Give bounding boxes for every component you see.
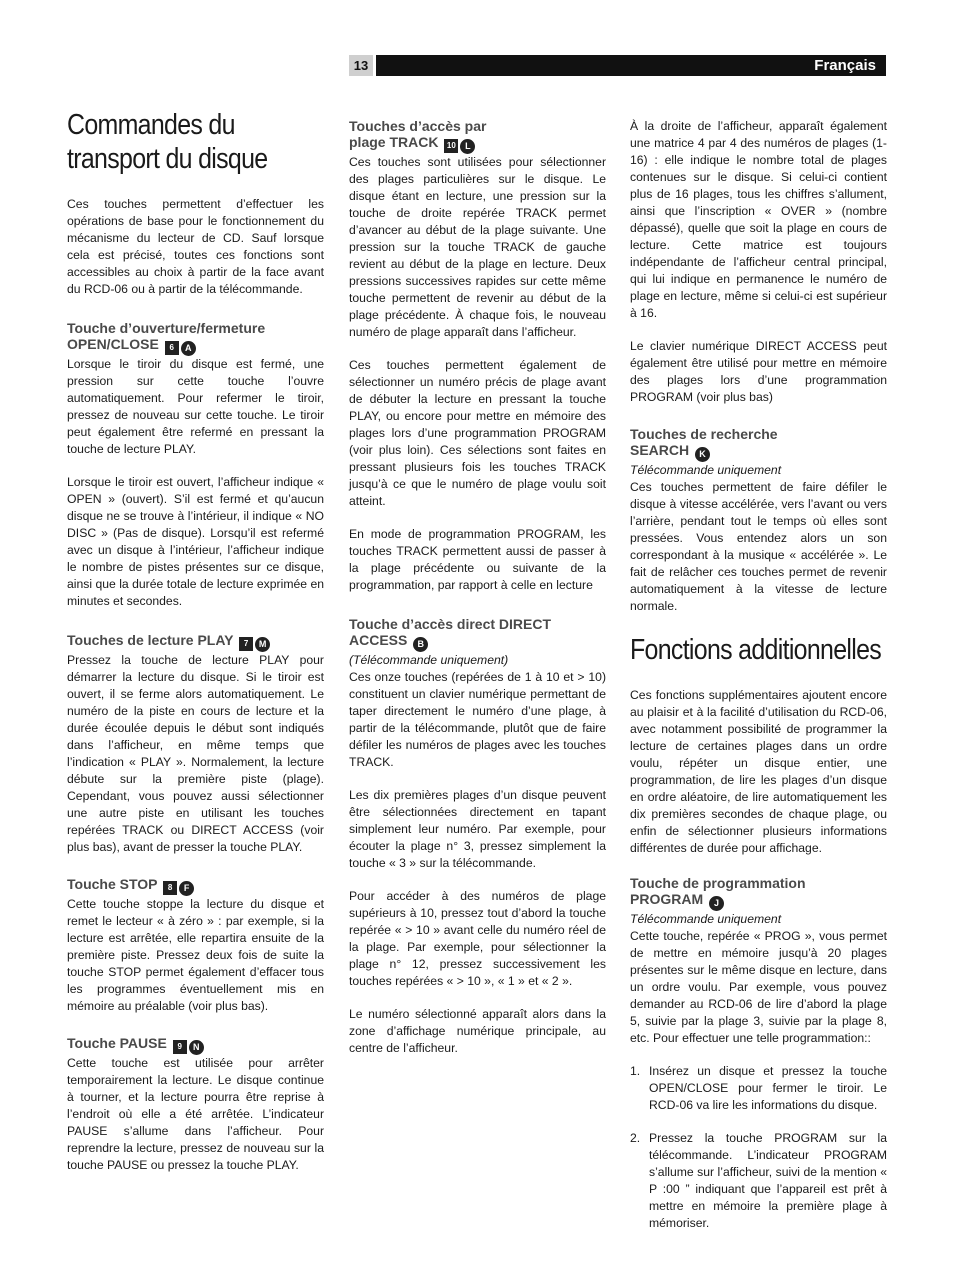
direct-access-paragraph-1: Ces onze touches (repérées de 1 à 10 et > 10) constituent un clavier numérique permettant de taper directement le numéro d’une plage, à partir de la télécommande, plutôt que de faire défiler les numéros de plages avec les touches TRACK. [349,670,606,769]
open-close-heading [67,320,324,356]
program-heading-line1: Touche de programmation [630,875,806,891]
pause-heading [67,1035,324,1055]
open-close-heading-line1: Touche d’ouverture/fermeture [67,320,266,336]
track-heading-line2: plage TRACK [349,134,439,150]
section-title-additional: Fonctions additionnelles [630,634,882,666]
language-header [376,55,886,76]
direct-access-memory-paragraph: Le clavier numérique DIRECT ACCESS peut également être utilisé pour mettre en mémoire des plages lors d’une programmation PROGRAM (voir plus bas) [630,339,887,404]
track-paragraph-1: Ces touches sont utilisées pour sélectionner des plages particulières sur le disque. Le disque étant en lecture, une pression sur la touche de droite repérée TRACK permet d’avancer au début de la plage suivante. Une pression sur la touche TRACK de gauche revient au début de la plage en lecture. Deux pressions successives rapides sur cette même touche permettent de revenir au début de la plage précédente. À chaque fois, le nouveau numéro de plage apparaît dans l’afficheur. [349,155,606,339]
track-paragraph-3: En mode de programmation PROGRAM, les touches TRACK permettent aussi de passer à la plage précédente ou suivante de la programmation, par rapport à celle en lecture [349,527,606,592]
play-heading [67,632,324,652]
remote-letter-badge: A [181,341,196,356]
open-close-paragraph-1: Lorsque le tiroir du disque est fermé, une pression sur cette touche l’ouvre automatiquement. Pour refermer le tiroir, pressez de nouveau sur cette touche. Le tiroir peut également être refermé en pressant la touche de lecture PLAY. [67,357,324,456]
button-number-badge: 9 [173,1040,187,1054]
track-heading [349,118,606,154]
track-heading-line1: Touches d’accès par [349,118,487,134]
program-heading-line2: PROGRAM [630,891,704,907]
play-paragraph: Pressez la touche de lecture PLAY pour démarrer la lecture du disque. Si le tiroir est ouvert, il se ferme alors automatiquement. Le numéro de la piste en cours de lecture et la durée écoulée depuis le début sont indiqués dans l’afficheur, en même temps que l’indication « PLAY ». Normalement, la lecture débute sur la première piste (plage). Cependant, vous pouvez aussi sélectionner une autre piste en utilisant les touches repérées TRACK ou DIRECT ACCESS (voir plus bas), avant de presser la touche PLAY. [67,653,324,854]
search-heading [630,426,887,462]
play-heading-text: Touches de lecture PLAY [67,632,234,648]
list-item [630,1063,887,1114]
direct-access-paragraph-4: Le numéro sélectionné apparaît alors dans la zone d’affichage numérique principale, au centre de l’afficheur. [349,1007,606,1055]
open-close-paragraph-2: Lorsque le tiroir est ouvert, l’afficheur indique « OPEN » (ouvert). S’il est fermé et qu’aucun disque ne se trouve à l’intérieur, il indique « NO DISC » (Pas de disque). Lorsqu’il est refermé avec un disque à l’intérieur, l’afficheur indique le nombre de pistes présentes sur ce disque, ainsi que la durée totale de lecture exprimée en minutes et secondes. [67,475,324,608]
pause-paragraph: Cette touche est utilisée pour arrêter temporairement la lecture. Le disque continue à tourner, et la lecture pourra être reprise à l’endroit où elle a été arrêtée. L’indicateur PAUSE s’allume dans l’afficheur. Pour reprendre la lecture, pressez de nouveau sur la touche PAUSE ou pressez la touche PLAY. [67,1056,324,1172]
track-paragraph-2: Ces touches permettent également de sélectionner un numéro précis de plage avant de débuter la lecture en pressant la touche PLAY, ou encore pour mettre en mémoire des plages lors d’une programmation PROGRAM (voir plus loin). Ces sélections sont faites en pressant plusieurs fois les touches TRACK jusqu’à ce que le numéro de plage voulu soit atteint. [349,358,606,508]
column-1 [67,108,324,1174]
direct-access-heading-line1: Touche d’accès direct DIRECT [349,616,552,632]
column-2 [349,118,606,1057]
button-number-badge: 10 [444,139,458,153]
direct-access-paragraph-3: Pour accéder à des numéros de plage supérieurs à 10, pressez tout d’abord la touche repérée « > 10 » avant celle du numéro réel de la plage. Par exemple, pour sélectionner la plage n° 12, pressez successivement les touches repérées « > 10 », « 1 » et « 2 ». [349,889,606,988]
list-item-number: 1. [630,1064,641,1078]
stop-heading-text: Touche STOP [67,876,158,892]
list-item-text: Insérez un disque et pressez la touche OPEN/CLOSE pour fermer le tiroir. Le RCD-06 va lire les informations du disque. [649,1064,887,1112]
remote-letter-badge: J [709,896,724,911]
remote-letter-badge: M [255,637,270,652]
search-heading-line2: SEARCH [630,442,690,458]
remote-letter-badge: F [179,881,194,896]
search-note: Télécommande uniquement [630,463,782,477]
remote-letter-badge: N [189,1040,204,1055]
list-item [630,1130,887,1232]
column-3 [630,118,887,1232]
button-number-badge: 7 [239,637,253,651]
language-label: Français [814,57,876,74]
remote-letter-badge: L [460,139,475,154]
stop-paragraph: Cette touche stoppe la lecture du disque et remet le lecteur « à zéro » : par exemple, si la lecture est arrêtée, elle repartira ensuite de la première piste. Pressez deux fois de suite la touche STOP permet également d’effacer tous les programmes éventuellement mis en mémoire au préalable (voir plus bas). [67,897,324,1013]
open-close-heading-line2: OPEN/CLOSE [67,336,159,352]
page-number: 13 [349,55,373,76]
program-paragraph: Cette touche, repérée « PROG », vous permet de mettre en mémoire jusqu’à 20 plages présentes sur le même disque en lecture, dans un ordre voulu. Par exemple, vous pouvez demander au RCD-06 de lire d’abord la plage 5, suivie par la plage 3, suivie par la plage 8, etc. Pour effectuer une telle programmation:: [630,929,887,1045]
button-number-badge: 8 [163,881,177,895]
search-heading-line1: Touches de recherche [630,426,778,442]
section-title-transport: Commandes du transport du disque [67,109,268,175]
direct-access-heading-line2: ACCESS [349,632,408,648]
direct-access-heading [349,616,606,652]
matrix-paragraph: À la droite de l’afficheur, apparaît également une matrice 4 par 4 des numéros de plages (1-16) : elle indique le nombre total de plages contenues sur le disque. Si celui-ci contient plus de 16 plages, tous les chiffres s’allument, ainsi que l’inscription « OVER » (nombre dépassé), quelle que soit la plage en cours de lecture. Cette matrice est toujours indépendante de l’afficheur central principal, qui lui indique en permanence le numéro de plage en lecture, même si celui-ci est supérieur à 16. [630,119,887,320]
program-note: Télécommande uniquement [630,912,782,926]
direct-access-paragraph-2: Les dix premières plages d’un disque peuvent être sélectionnées directement en tapant simplement leur numéro. Par exemple, pour écouter la plage n° 3, pressez simplement la touche « 3 » sur la télécommande. [349,788,606,870]
remote-letter-badge: K [695,447,710,462]
search-paragraph: Ces touches permettent de faire défiler le disque à vitesse accélérée, vers l’avant ou vers l’arrière, pendant tout le temps où elles sont pressées. Vous entendez alors un son correspondant à la musique « accélérée ». Le fait de relâcher ces touches permet de revenir automatiquement à la vitesse de lecture normale. [630,480,887,613]
list-item-text: Pressez la touche PROGRAM sur la télécommande. L’indicateur PROGRAM s’allume sur l’afficheur, suivi de la mention « P :00 ” indiquant que l’appareil est prêt à mettre en mémoire la première plage à mémoriser. [649,1131,887,1230]
additional-paragraph: Ces fonctions supplémentaires ajoutent encore au plaisir et à la facilité d’utilisation du RCD-06, avec notamment possibilité de programmer la lecture de certaines plages dans un ordre voulu, répéter un disque entier, une programmation, de lire les plages d’un disque en ordre aléatoire, de lire automatiquement les dix premières secondes de chaque plage, ou enfin de sélectionner plusieurs informations différentes de durée pour affichage. [630,688,887,855]
button-number-badge: 6 [165,341,179,355]
intro-paragraph: Ces touches permettent d’effectuer les opérations de base pour le fonctionnement du mécanisme du lecteur de CD. Sauf lorsque cela est précisé, toutes ces fonctions sont accessibles au choix à partir de la face avant du RCD-06 ou à partir de la télécommande. [67,197,324,296]
program-heading [630,875,887,911]
stop-heading [67,876,324,896]
list-item-number: 2. [630,1131,641,1145]
remote-letter-badge: B [413,637,428,652]
direct-access-note: (Télécommande uniquement) [349,653,509,667]
pause-heading-text: Touche PAUSE [67,1035,167,1051]
